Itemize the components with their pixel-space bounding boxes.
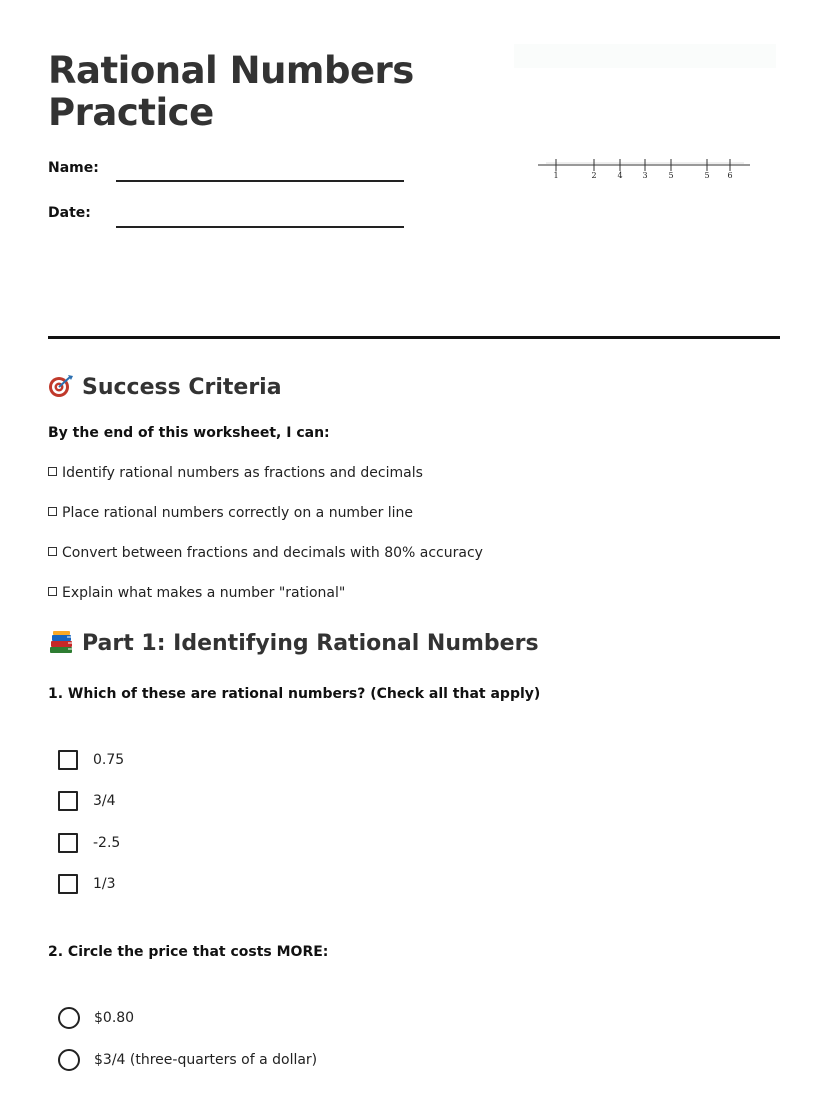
q2-radio[interactable] <box>58 1007 80 1029</box>
date-field[interactable] <box>116 226 404 228</box>
checkbox-outline-icon <box>48 507 57 516</box>
number-line-tick-label: 5 <box>704 171 710 180</box>
criteria-item: Convert between fractions and decimals with 80% accuracy <box>48 545 483 561</box>
number-line-tick-label: 1 <box>553 171 559 180</box>
worksheet-page <box>48 0 780 1118</box>
q1-checkbox[interactable] <box>58 791 78 811</box>
section-divider <box>48 336 780 339</box>
q1-checkbox[interactable] <box>58 874 78 894</box>
number-line-tick-label: 6 <box>727 171 733 180</box>
checkbox-outline-icon <box>48 547 57 556</box>
q2-option-label: $0.80 <box>94 1010 135 1026</box>
criteria-item: Place rational numbers correctly on a number line <box>48 505 413 521</box>
success-criteria-heading <box>48 374 282 402</box>
number-line <box>514 44 782 274</box>
q1-option-label: 3/4 <box>93 793 116 809</box>
criteria-item: Explain what makes a number "rational" <box>48 585 345 601</box>
q1-option[interactable] <box>58 872 116 896</box>
checkbox-outline-icon <box>48 587 57 596</box>
question-2-prompt: 2. Circle the price that costs MORE: <box>48 944 329 960</box>
number-line-tick-label: 4 <box>617 171 623 180</box>
part1-heading <box>48 630 539 658</box>
name-field[interactable] <box>116 180 404 182</box>
number-line-tick-label: 2 <box>591 171 597 180</box>
criteria-item: Identify rational numbers as fractions and decimals <box>48 465 423 481</box>
q1-checkbox[interactable] <box>58 833 78 853</box>
q2-option-label: $3/4 (three-quarters of a dollar) <box>94 1052 318 1068</box>
q1-option[interactable] <box>58 831 120 855</box>
q1-option-label: -2.5 <box>93 835 121 851</box>
q1-option[interactable] <box>58 748 124 772</box>
checkbox-outline-icon <box>48 467 57 476</box>
number-line-image <box>514 44 782 274</box>
date-label: Date: <box>48 205 91 221</box>
q1-option-label: 1/3 <box>93 876 116 892</box>
number-line-tick-label: 5 <box>668 171 674 180</box>
q1-option-label: 0.75 <box>93 752 125 768</box>
name-label: Name: <box>48 160 99 176</box>
criteria-intro: By the end of this worksheet, I can: <box>48 425 330 441</box>
q2-option[interactable] <box>58 1048 317 1072</box>
number-line-tick-label: 3 <box>642 171 648 180</box>
q1-option[interactable] <box>58 789 116 813</box>
q2-radio[interactable] <box>58 1049 80 1071</box>
q2-option[interactable] <box>58 1006 134 1030</box>
page-title: Rational Numbers Practice <box>48 49 414 134</box>
success-criteria-title: Success Criteria <box>82 375 282 400</box>
part1-title: Part 1: Identifying Rational Numbers <box>82 631 539 656</box>
question-1-prompt: 1. Which of these are rational numbers? (Check all that apply) <box>48 686 541 702</box>
target-icon <box>48 374 74 398</box>
q1-checkbox[interactable] <box>58 750 78 770</box>
books-icon <box>48 630 74 654</box>
